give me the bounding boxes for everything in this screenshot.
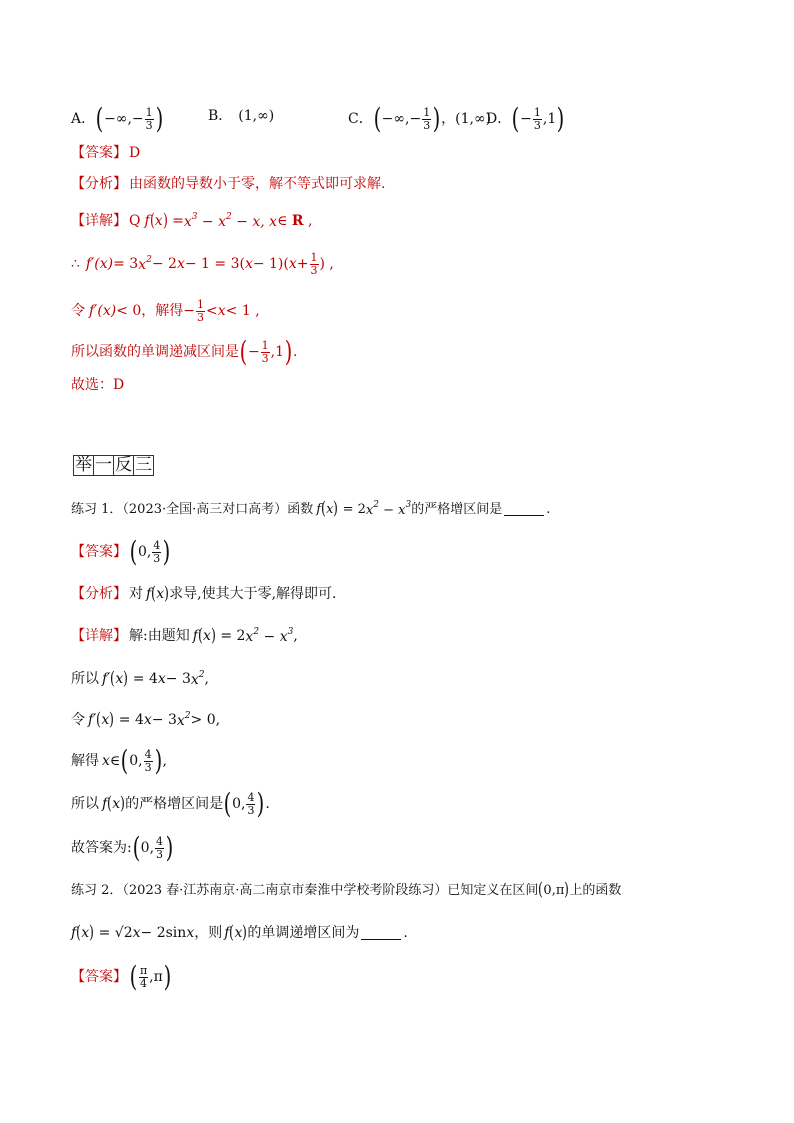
option-d: D． ( − $\frac{1}{3}$ ,1 ) <box>486 102 565 135</box>
decreasing-interval-text: 所以函数的单调递减区间是 <box>71 344 239 360</box>
exercise-1-s2-prefix: 所以 <box>71 671 99 687</box>
exercise-1-detail-tag: 【详解】 <box>71 628 127 644</box>
exercise-1-prefix: 练习 1．（2023·全国·高三对口高考）函数 <box>71 501 314 517</box>
final-choice <box>71 378 124 392</box>
detail-line-2: ∴ f′(x) = 3 $x^2$ − 2 x − 1 = 3( x − 1)( x + $\frac{1}{3}$ ) , <box>71 251 334 277</box>
exercise-1-s4-prefix: 解得 <box>71 753 99 769</box>
exercise-1-detail-1: 【详解】 解:由题知 f ( x ) = 2 $x^2 - x^3$ , <box>71 625 298 646</box>
answer-blank <box>504 503 544 516</box>
heading-char-1: 举 <box>75 455 92 475</box>
option-a: A． ( −∞,− $\frac{1}{3}$ ) <box>71 102 163 135</box>
options-row <box>71 102 591 135</box>
analysis-line <box>71 177 385 191</box>
let-label: 令 <box>71 303 85 320</box>
exercise-1-analysis-prefix: 对 <box>129 586 143 602</box>
exercise-1-detail-2: 所以 f′ ( x ) = 4 x − 3 $x^2$ , <box>71 668 209 689</box>
exercise-1-suffix: 的严格增区间是 <box>411 501 503 517</box>
exercise-1-detail-5: 所以 f ( x ) 的严格增区间是 ( 0, $\frac{4}{3}$ ) . <box>71 787 270 820</box>
exercise-1-title: 练习 1．（2023·全国·高三对口高考）函数 f ( x ) = 2 $x^2 - x^3$ 的严格增区间是 . <box>71 498 551 519</box>
option-c-label: C． <box>348 111 373 127</box>
exercise-2-answer-tag: 【答案】 <box>71 969 127 985</box>
exercise-2-line-2: f ( x ) = √2 x − 2sin x ，则 f ( x ) 的单调递增区间为 . <box>71 922 408 943</box>
exercise-1-detail-prefix: 解:由题知 <box>129 628 190 644</box>
option-c-second: (1,∞) <box>455 111 492 127</box>
exercise-1-answer-tag: 【答案】 <box>71 544 127 560</box>
exercise-1-s3-prefix: 令 <box>71 712 85 728</box>
heading-char-4: 三 <box>135 455 152 475</box>
exercise-1-s5-prefix: 所以 <box>71 796 99 812</box>
analysis-text: 由函数的导数小于零，解不等式即可求解. <box>129 176 386 192</box>
therefore-symbol: ∴ <box>71 256 80 273</box>
detail-line-3: 令 f′(x) < 0 ，解得 − $\frac{1}{3}$ < x < 1 , <box>71 298 260 324</box>
final-choice-text: 故选：D <box>71 377 125 393</box>
detail-line-4: 所以函数的单调递减区间是 ( − $\frac{1}{3}$ ,1 ) . <box>71 335 298 368</box>
option-d-label: D． <box>486 111 512 127</box>
exercise-1-final: 故答案为: ( 0, $\frac{4}{3}$ ) <box>71 831 174 864</box>
exercise-2-answer: 【答案】 ( $\frac{\pi}{4}$ ,π ) <box>71 960 172 993</box>
option-c-separator: ， <box>441 111 456 127</box>
option-b <box>208 109 274 123</box>
exercise-1-analysis-text: 求导,使其大于零,解得即可. <box>169 586 337 602</box>
option-b-value: (1,∞) <box>238 108 275 124</box>
detail-tag: 【详解】 <box>71 213 127 229</box>
exercise-1-s5-suffix: 的严格增区间是 <box>125 796 224 812</box>
exercise-1-analysis: 【分析】 对 f ( x ) 求导,使其大于零,解得即可. <box>71 583 337 604</box>
heading-char-2: 一 <box>95 455 112 475</box>
exercise-1-final-prefix: 故答案为: <box>71 840 132 856</box>
analysis-tag: 【分析】 <box>71 176 127 192</box>
exercise-2-title-suffix: 上的函数 <box>569 882 622 898</box>
section-heading <box>73 455 153 476</box>
heading-char-3: 反 <box>115 455 132 475</box>
detail-line-1: 【详解】 Q f ( x ) = $x^3 - x^2 - x$, x ∈ R , <box>71 210 313 231</box>
exercise-2-title-text: 练习 2．（2023 春·江苏南京·高二南京市秦淮中学校考阶段练习）已知定义在区间 <box>71 882 539 898</box>
solve-label: ，解得 <box>141 303 184 320</box>
option-a-label: A． <box>71 111 96 127</box>
option-c: C． ( −∞,− $\frac{1}{3}$ ) ， (1,∞) <box>348 102 492 135</box>
exercise-1-detail-4: 解得 x ∈ ( 0, $\frac{4}{3}$ ) , <box>71 744 167 777</box>
exercise-1-detail-3: 令 f′ ( x ) = 4 x − 3 $x^2$ > 0, <box>71 709 221 730</box>
exercise-2-title: 练习 2．（2023 春·江苏南京·高二南京市秦淮中学校考阶段练习）已知定义在区间 ( 0,π ) 上的函数 <box>71 879 622 900</box>
detail-because: Q <box>129 213 141 229</box>
exercise-2-suffix: 的单调递增区间为 <box>247 925 360 941</box>
exercise-1-analysis-tag: 【分析】 <box>71 586 127 602</box>
answer-line <box>71 146 140 160</box>
exercise-1-answer: 【答案】 ( 0, $\frac{4}{3}$ ) <box>71 535 171 568</box>
answer-tag: 【答案】 <box>71 145 127 161</box>
option-b-label: B． <box>208 108 233 124</box>
answer-blank-2 <box>361 927 401 940</box>
answer-value: D <box>129 145 141 161</box>
exercise-2-mid: ，则 <box>194 925 223 941</box>
